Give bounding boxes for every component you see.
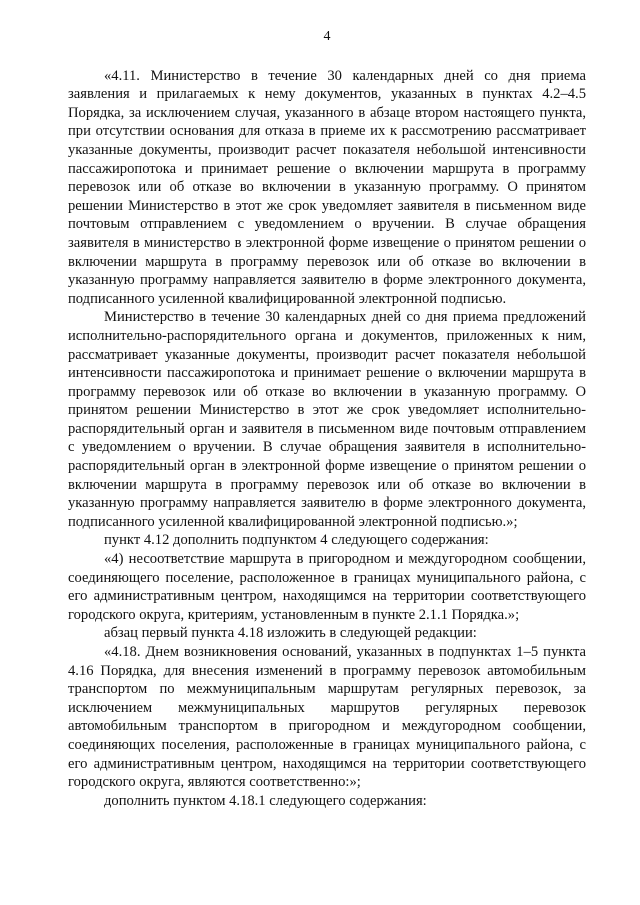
page-number: 4 bbox=[323, 29, 331, 44]
paragraph-subpoint-4: «4) несоответствие маршрута в пригородном и междугородном сообщении, соединяющего поселение, расположенное в границах муниципального района, с его административным центром, находящимся на территории соответствующего городского округа, критериям, установленным в пункте 2.1.1 Порядка.»; bbox=[68, 551, 586, 623]
paragraph-add-4-18-1: дополнить пунктом 4.18.1 следующего содержания: bbox=[104, 792, 427, 809]
document-page bbox=[68, 28, 586, 810]
paragraph-amend-4-18: абзац первый пункта 4.18 изложить в следующей редакции: bbox=[104, 625, 477, 642]
paragraph-amend-4-12: пункт 4.12 дополнить подпунктом 4 следующего содержания: bbox=[104, 532, 489, 549]
paragraph-4-11-ministry: «4.11. Министерство в течение 30 календарных дней со дня приема заявления и прилагаемых к нему документов, указанных в пунктах 4.2–4.5 Порядка, за исключением случая, указанного в абзаце втором настоящего пункта, при отсутствии основания для отказа в приеме их к рассмотрению рассматривает указанные документы, производит расчет показателя небольшой интенсивности пассажиропотока и принимает решение о включении маршрута в программу перевозок или об отказе во включении в указанную программу. О принятом решении Министерство в этот же срок уведомляет заявителя в письменном виде почтовым отправлением с уведомлением о вручении. В случае обращения заявителя в министерство в электронной форме извещение о принятом решении о включении маршрута в программу перевозок или об отказе во включении в указанную программу направляется заявителю в форме электронного документа, подписанного усиленной квалифицированной электронной подписью. bbox=[68, 67, 586, 307]
paragraph-4-18-text: «4.18. Днем возникновения оснований, указанных в подпунктах 1–5 пункта 4.16 Порядка, для внесения изменений в программу перевозок автомобильным транспортом по межмуниципальным маршрутам регулярных перевозок, за исключением межмуниципальных маршрутов регулярных перевозок автомобильным транспортом в пригородном и междугородном сообщении, соединяющих поселения, расположенные в границах муниципального района, с его административным центром, находящимся на территории соответствующего городского округа, являются соответственно:»; bbox=[68, 644, 586, 791]
paragraph-4-11-executive-body: Министерство в течение 30 календарных дней со дня приема предложений исполнительно-распорядительного органа и документов, приложенных к ним, рассматривает указанные документы, производит расчет показателя небольшой интенсивности пассажиропотока и принимает решение о включении маршрута в программу перевозок или об отказе во включении в указанную программу. О принятом решении Министерство в этот же срок уведомляет исполнительно-распорядительный орган и заявителя в письменном виде почтовым отправлением с уведомлением о вручении. В случае обращения заявителя в исполнительно-распорядительный орган в электронной форме извещение о принятом решении о включении маршрута в программу перевозок или об отказе во включении в указанную программу направляется заявителю в форме электронного документа, подписанного усиленной квалифицированной электронной подписью.»; bbox=[68, 309, 586, 530]
